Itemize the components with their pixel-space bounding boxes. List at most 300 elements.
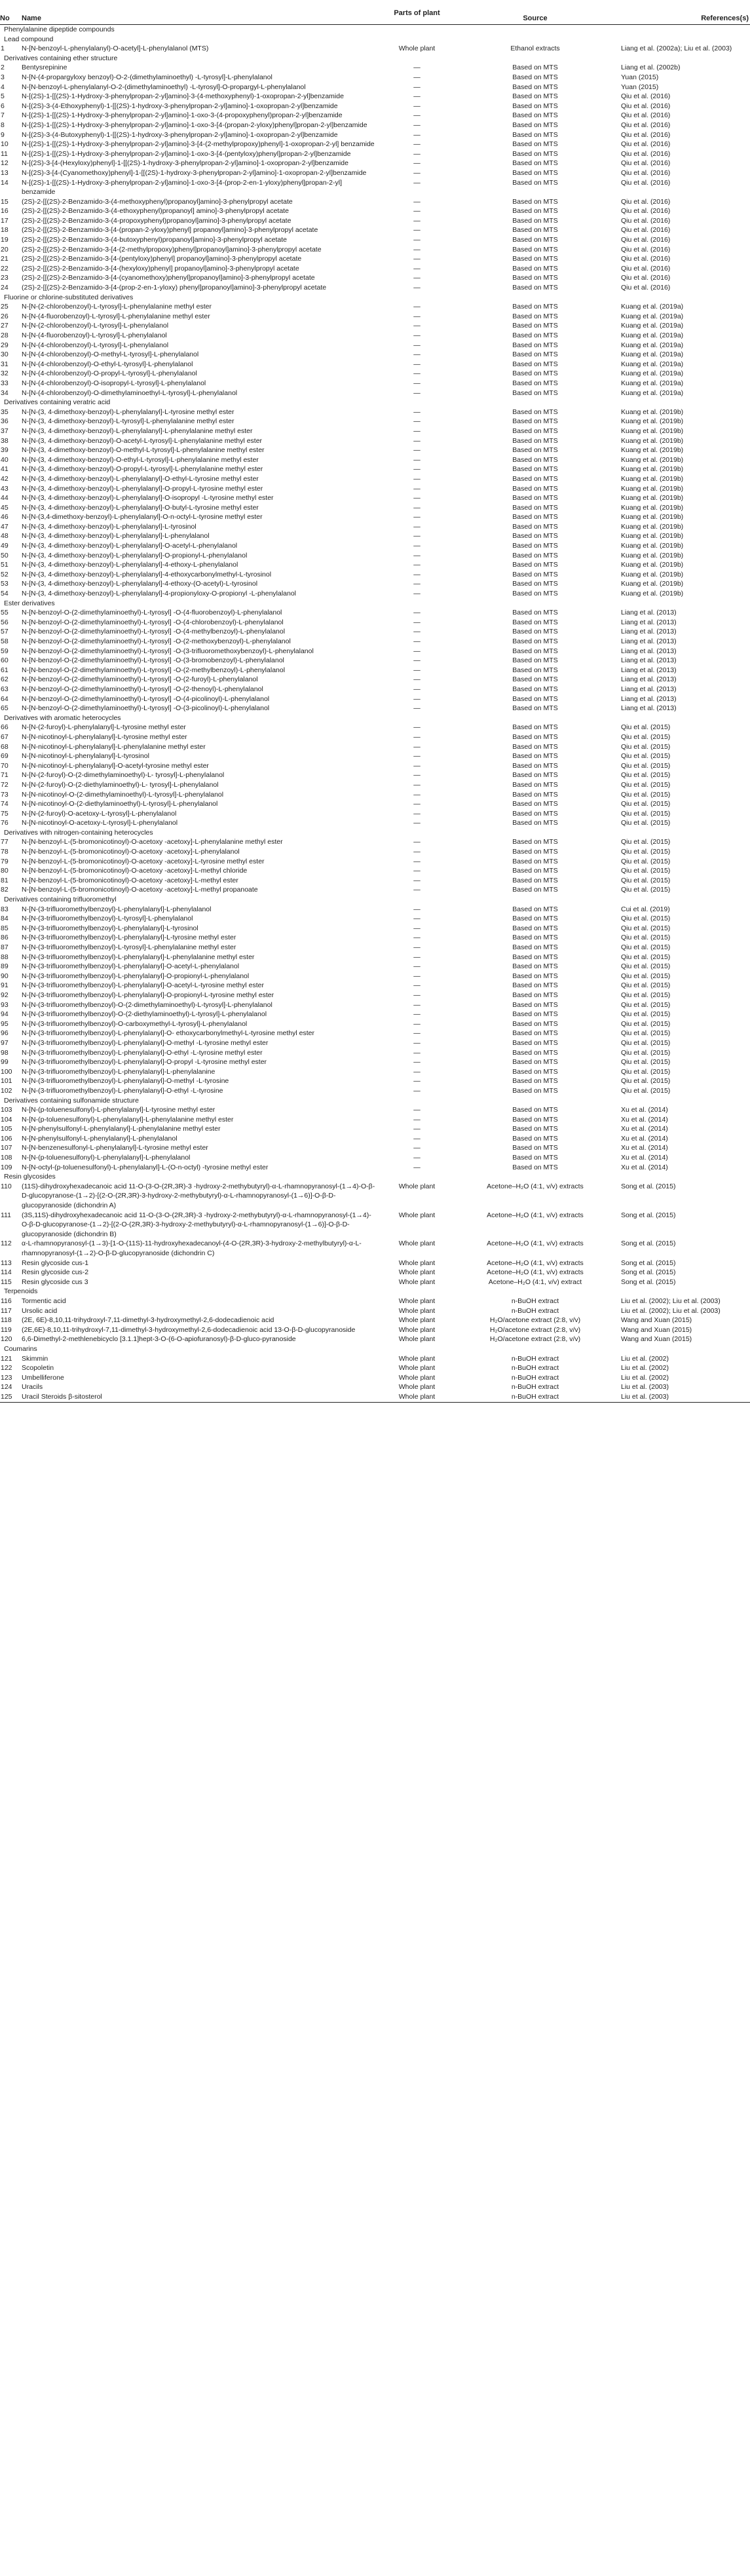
- cell-source: Based on MTS: [512, 379, 558, 387]
- cell-references: Liang et al. (2013): [621, 656, 677, 665]
- table-section-row: [0, 1172, 750, 1182]
- cell-source: Based on MTS: [512, 274, 558, 282]
- table-row: [0, 1029, 750, 1038]
- cell-name: Resin glycoside cus-2: [22, 1268, 89, 1277]
- cell-no: 100: [1, 1067, 12, 1076]
- cell-name: N-[N-(3, 4-dimethoxy-benzoyl)-O-acetyl-L-tyrosyl]-L-phenylalanine methyl ester: [22, 436, 263, 445]
- table-row: [0, 216, 750, 226]
- table-row: [0, 1211, 750, 1240]
- cell-parts: —: [413, 1038, 421, 1047]
- cell-references: Kuang et al. (2019b): [621, 484, 684, 493]
- cell-references: Qiu et al. (2015): [621, 771, 671, 780]
- cell-parts: —: [413, 130, 421, 139]
- cell-name: Umbelliferone: [22, 1373, 64, 1382]
- table-row: [0, 445, 750, 455]
- table-row: [0, 245, 750, 255]
- cell-references: Liu et al. (2002); Liu et al. (2003): [621, 1306, 721, 1315]
- table-row: [0, 618, 750, 628]
- cell-parts: —: [413, 1144, 421, 1152]
- cell-source: Based on MTS: [512, 1010, 558, 1019]
- table-row: [0, 761, 750, 771]
- cell-references: Qiu et al. (2015): [621, 790, 671, 799]
- cell-name: (2S)-2-[[(2S)-2-Benzamido-3-[4-(propan-2-yloxy)phenyl] propanoyl]amino]-3-phenylpropyl acetate: [22, 226, 318, 235]
- cell-name: N-[N-benzoyl-L-(5-bromonicotinoyl)-O-acetoxy -acetoxy]-L-tyrosine methyl ester: [22, 857, 265, 865]
- cell-name: N-[N-(3, 4-dimethoxy-benzoyl)-L-phenylalanyl]-L-phenylalanine methyl ester: [22, 426, 253, 435]
- cell-source: Based on MTS: [512, 742, 558, 751]
- header-source: Source: [457, 4, 613, 25]
- table-row: [0, 666, 750, 675]
- cell-name: Resin glycoside cus 3: [22, 1278, 88, 1286]
- cell-no: 79: [1, 857, 9, 865]
- cell-name: N-[N-(4-chlorobenzoyl)-O-methyl-L-tyrosyl]-L-phenylalanol: [22, 350, 199, 359]
- table-row: [0, 924, 750, 934]
- cell-parts: —: [413, 455, 421, 464]
- cell-references: Kuang et al. (2019b): [621, 494, 684, 502]
- cell-parts: —: [413, 532, 421, 540]
- cell-parts: —: [413, 207, 421, 216]
- cell-no: 57: [1, 628, 9, 636]
- cell-references: Liu et al. (2003): [621, 1383, 669, 1392]
- cell-parts: —: [413, 284, 421, 292]
- cell-name: N-[N-(3-trifluoromethylbenzoyl)-L-phenylalanyl]-O-propionyl-L-tyrosine methyl ester: [22, 991, 274, 999]
- table-row: [0, 933, 750, 943]
- section-heading: Coumarins: [4, 1344, 37, 1353]
- cell-source: Based on MTS: [512, 73, 558, 81]
- cell-parts: —: [413, 790, 421, 799]
- cell-name: N-[N-(3-trifluoromethylbenzoyl)-L-phenylalanyl]-O-acetyl-L-tyrosine methyl ester: [22, 981, 264, 990]
- table-row: [0, 426, 750, 436]
- cell-name: N-[N-(2-furoyl)-O-acetoxy-L-tyrosyl]-L-phenylalanol: [22, 809, 177, 818]
- cell-source: Based on MTS: [512, 522, 558, 531]
- cell-source: Based on MTS: [512, 924, 558, 932]
- cell-no: 43: [1, 484, 9, 493]
- cell-references: Kuang et al. (2019b): [621, 522, 684, 531]
- cell-parts: —: [413, 1019, 421, 1028]
- cell-name: N-[N-(3-trifluoromethylbenzoyl)-O-(2-diethylaminoethyl)-L-tyrosyl]-L-phenylalanol: [22, 1010, 267, 1019]
- cell-parts: —: [413, 494, 421, 502]
- cell-source: Based on MTS: [512, 350, 558, 359]
- cell-no: 27: [1, 322, 9, 330]
- cell-references: Qiu et al. (2015): [621, 953, 671, 961]
- cell-source: Based on MTS: [512, 216, 558, 225]
- cell-source: Based on MTS: [512, 92, 558, 101]
- cell-no: 97: [1, 1038, 9, 1047]
- cell-references: Qiu et al. (2015): [621, 848, 671, 856]
- table-row: [0, 283, 750, 293]
- table-section-row: [0, 895, 750, 905]
- cell-references: Qiu et al. (2016): [621, 140, 671, 149]
- cell-name: N-[N-benzoyl-O-(2-dimethylaminoethyl)-L-tyrosyl] -O-(3-bromobenzoyl)-L-phenylalanol: [22, 656, 284, 665]
- cell-name: N-[N-(4-chlorobenzoyl)-O-ethyl-L-tyrosyl]-L-phenylalanol: [22, 360, 193, 368]
- cell-parts: —: [413, 561, 421, 569]
- cell-no: 76: [1, 819, 9, 827]
- cell-name: Scopoletin: [22, 1364, 54, 1373]
- header-name: Name: [22, 4, 377, 25]
- cell-no: 78: [1, 848, 9, 856]
- cell-source: Based on MTS: [512, 551, 558, 559]
- cell-source: Based on MTS: [512, 149, 558, 158]
- cell-source: Based on MTS: [512, 168, 558, 177]
- cell-parts: —: [413, 800, 421, 808]
- cell-no: 92: [1, 991, 9, 999]
- cell-name: N-[N-nicotinoyl-L-phenylalanyl]-L-phenylalanine methyl ester: [22, 742, 206, 751]
- cell-references: Kuang et al. (2019b): [621, 551, 684, 559]
- cell-parts: Whole plant: [398, 1325, 436, 1334]
- cell-source: Based on MTS: [512, 1134, 558, 1143]
- cell-no: 60: [1, 656, 9, 665]
- cell-source: Acetone–H₂O (4:1, v/v) extracts: [487, 1211, 584, 1219]
- cell-name: N-[N-(3-trifluoromethylbenzoyl)-L-phenylalanyl]-L-phenylalanine methyl ester: [22, 953, 255, 961]
- cell-references: Song et al. (2015): [621, 1182, 676, 1190]
- cell-parts: —: [413, 666, 421, 674]
- cell-references: Xu et al. (2014): [621, 1125, 668, 1133]
- table-section-row: [0, 1287, 750, 1297]
- cell-no: 88: [1, 953, 9, 961]
- cell-name: N-[N-(3, 4-dimethoxy-benzoyl)-O-propyl-L-tyrosyl]-L-phenylalanine methyl ester: [22, 465, 263, 474]
- table-row: [0, 302, 750, 312]
- compounds-table: [0, 4, 750, 1403]
- cell-parts: —: [413, 694, 421, 703]
- table-section-row: [0, 1344, 750, 1354]
- cell-no: 111: [1, 1211, 11, 1219]
- cell-source: Based on MTS: [512, 732, 558, 741]
- cell-name: N-[N-(3-trifluoromethylbenzoyl)-L-phenylalanyl]-L-phenylalanine: [22, 1067, 216, 1076]
- cell-parts: —: [413, 886, 421, 894]
- table-row: [0, 647, 750, 656]
- cell-source: Based on MTS: [512, 934, 558, 942]
- cell-source: Based on MTS: [512, 494, 558, 502]
- table-row: [0, 1373, 750, 1383]
- cell-no: 94: [1, 1010, 9, 1019]
- cell-source: n-BuOH extract: [511, 1364, 559, 1373]
- cell-parts: —: [413, 73, 421, 81]
- cell-parts: —: [413, 675, 421, 684]
- cell-parts: —: [413, 732, 421, 741]
- cell-name: N-[N-(3-trifluoromethylbenzoyl)-O-(2-dimethylaminoethyl)-L-tyrosyl]-L-phenylalanol: [22, 1000, 272, 1009]
- cell-name: (2S)-2-[[(2S)-2-Benzamido-3-[4-(2-methylpropoxy)phenyl]propanoyl]amino]-3-phenylpropyl acetate: [22, 245, 322, 254]
- cell-references: Qiu et al. (2015): [621, 1058, 671, 1067]
- cell-parts: —: [413, 197, 421, 206]
- cell-parts: —: [413, 226, 421, 235]
- cell-name: N-[N-(3-trifluoromethylbenzoyl)-L-phenylalanyl]-L-tyrosine methyl ester: [22, 934, 236, 942]
- table-row: [0, 799, 750, 809]
- cell-references: Qiu et al. (2016): [621, 207, 671, 216]
- cell-parts: Whole plant: [398, 1306, 436, 1315]
- table-row: [0, 847, 750, 857]
- cell-no: 53: [1, 580, 9, 588]
- table-row: [0, 981, 750, 991]
- table-row: [0, 531, 750, 541]
- cell-no: 73: [1, 790, 9, 799]
- cell-parts: —: [413, 111, 421, 120]
- cell-references: Qiu et al. (2015): [621, 1077, 671, 1086]
- cell-parts: —: [413, 1115, 421, 1124]
- cell-parts: —: [413, 255, 421, 263]
- cell-name: (2S)-2-[[(2S)-2-Benzamido-3-[4-(hexyloxy)phenyl] propanoyl]amino]-3-phenylpropyl acetate: [22, 264, 299, 273]
- cell-parts: —: [413, 168, 421, 177]
- cell-parts: Whole plant: [398, 1297, 436, 1305]
- table-section-row: [0, 1096, 750, 1106]
- cell-no: 35: [1, 407, 9, 416]
- table-row: [0, 1316, 750, 1325]
- cell-parts: —: [413, 685, 421, 693]
- cell-name: Tormentic acid: [22, 1297, 66, 1305]
- cell-name: N-[N-(4-chlorobenzoyl)-O-isopropyl-L-tyrosyl]-L-phenylalanol: [22, 379, 206, 387]
- table-row: [0, 751, 750, 761]
- cell-name: (2S)-2-[[(2S)-2-Benzamido-3-(4-methoxyphenyl)propanoyl]amino]-3-phenylpropyl acetate: [22, 197, 293, 206]
- cell-references: Kuang et al. (2019b): [621, 446, 684, 455]
- table-row: [0, 455, 750, 465]
- cell-parts: —: [413, 609, 421, 617]
- cell-parts: Whole plant: [398, 1182, 436, 1190]
- table-row: [0, 656, 750, 666]
- section-heading: Terpenoids: [4, 1287, 38, 1296]
- cell-source: n-BuOH extract: [511, 1306, 559, 1315]
- table-row: [0, 1124, 750, 1134]
- cell-references: Qiu et al. (2015): [621, 1029, 671, 1038]
- cell-name: N-[N-benzoyl-L-(5-bromonicotinoyl)-O-acetoxy -acetoxy]-L-methyl chloride: [22, 867, 248, 875]
- cell-parts: —: [413, 407, 421, 416]
- cell-name: N-[N-(3, 4-dimethoxy-benzoyl)-L-phenylalanyl]-O-acetyl-L-phenylalanol: [22, 542, 238, 550]
- cell-no: 113: [1, 1259, 12, 1267]
- cell-no: 72: [1, 780, 9, 789]
- cell-no: 29: [1, 341, 9, 349]
- cell-references: Qiu et al. (2015): [621, 809, 671, 818]
- cell-no: 36: [1, 417, 9, 426]
- cell-references: Wang and Xuan (2015): [621, 1335, 692, 1344]
- cell-source: Based on MTS: [512, 513, 558, 521]
- cell-no: 110: [1, 1182, 12, 1190]
- cell-source: Based on MTS: [512, 1058, 558, 1067]
- table-row: [0, 1000, 750, 1010]
- table-row: [0, 962, 750, 972]
- cell-name: N-[N-(p-toluenesulfonyl)-L-phenylalanyl]-L-phenylalanine methyl ester: [22, 1115, 234, 1124]
- table-section-row: [0, 398, 750, 407]
- cell-parts: —: [413, 742, 421, 751]
- cell-no: 75: [1, 809, 9, 818]
- cell-no: 1: [1, 45, 5, 53]
- table-row: [0, 464, 750, 474]
- cell-name: N-[N-benzoyl-L-(5-bromonicotinoyl)-O-acetoxy -acetoxy]-L-phenylalanine methyl ester: [22, 838, 283, 846]
- cell-references: Kuang et al. (2019b): [621, 561, 684, 569]
- cell-source: Based on MTS: [512, 284, 558, 292]
- cell-no: 86: [1, 934, 9, 942]
- cell-parts: —: [413, 436, 421, 445]
- cell-parts: —: [413, 943, 421, 951]
- cell-no: 122: [1, 1364, 12, 1373]
- table-row: [0, 73, 750, 83]
- cell-source: Based on MTS: [512, 618, 558, 626]
- cell-parts: —: [413, 905, 421, 913]
- cell-no: 123: [1, 1373, 12, 1382]
- cell-parts: Whole plant: [398, 1354, 436, 1363]
- cell-parts: —: [413, 1106, 421, 1114]
- cell-name: (3S,11S)-dihydroxyhexadecanoic acid 11-O-(3-O-(2R,3R)-3 -hydroxy-2-methybutyryl)-α-L-rhamnopyranosyl-(1→4)-O-β-D-glucopyranose-(1→2)-[(2-O-(2R,3R)-3-hydroxy-2-methybutyryl)-α-L-rhamnopyranosyl-(1→6)]-O-β-D-glucopyranoside (dichondrin B): [22, 1211, 371, 1238]
- cell-references: Qiu et al. (2015): [621, 819, 671, 827]
- cell-parts: Whole plant: [398, 45, 436, 53]
- cell-name: N-[(2S)-1-[[(2S)-1-Hydroxy-3-phenylpropan-2-yl]amino]-3-[4-(2-methylpropoxy)phenyl]-1-oxopropan-2-yl] benzamide: [22, 140, 375, 149]
- cell-references: Kuang et al. (2019b): [621, 455, 684, 464]
- table-row: [0, 1048, 750, 1058]
- cell-references: Qiu et al. (2015): [621, 876, 671, 884]
- cell-references: Kuang et al. (2019a): [621, 388, 684, 397]
- cell-no: 23: [1, 274, 9, 282]
- cell-references: Kuang et al. (2019b): [621, 474, 684, 483]
- cell-parts: —: [413, 551, 421, 559]
- cell-name: N-[N-benzoyl-L-phenylalanyl)-O-acetyl]-L-phenylalanol (MTS): [22, 45, 209, 53]
- table-row: [0, 742, 750, 752]
- cell-no: 101: [1, 1077, 12, 1086]
- cell-parts: —: [413, 628, 421, 636]
- cell-references: Qiu et al. (2015): [621, 867, 671, 875]
- cell-name: N-[N-(3-trifluoromethylbenzoyl)-L-phenylalanyl]-O-methyl -L-tyrosine: [22, 1077, 229, 1086]
- cell-source: Based on MTS: [512, 465, 558, 474]
- table-row: [0, 1182, 750, 1211]
- cell-source: Based on MTS: [512, 609, 558, 617]
- cell-parts: —: [413, 350, 421, 359]
- cell-source: Based on MTS: [512, 1144, 558, 1152]
- cell-source: Based on MTS: [512, 561, 558, 569]
- cell-name: Uracil Steroids β-sitosterol: [22, 1392, 377, 1402]
- cell-references: Liang et al. (2013): [621, 618, 677, 626]
- cell-references: Qiu et al. (2016): [621, 226, 671, 235]
- table-row: [0, 522, 750, 532]
- cell-source: Based on MTS: [512, 1086, 558, 1095]
- cell-references: Qiu et al. (2015): [621, 1067, 671, 1076]
- cell-parts: —: [413, 474, 421, 483]
- cell-references: Qiu et al. (2016): [621, 121, 671, 129]
- cell-source: Based on MTS: [512, 484, 558, 493]
- cell-references: Xu et al. (2014): [621, 1106, 668, 1114]
- section-heading: Ester derivatives: [4, 599, 55, 607]
- cell-name: N-[N-benzoyl-O-(2-dimethylaminoethyl)-L-tyrosyl] -O-(3-trifluoromethoxybenzoyl)-L-phenylalanol: [22, 647, 314, 655]
- cell-name: Ursolic acid: [22, 1306, 58, 1315]
- cell-name: N-[N-(3-trifluoromethylbenzoyl)-L-phenylalanyl]-L-phenylalanol: [22, 905, 212, 913]
- cell-source: Based on MTS: [512, 723, 558, 732]
- cell-no: 33: [1, 379, 9, 387]
- table-row: [0, 149, 750, 159]
- cell-no: 96: [1, 1029, 9, 1038]
- cell-source: Based on MTS: [512, 1029, 558, 1038]
- cell-source: Based on MTS: [512, 905, 558, 913]
- section-heading: Derivatives with nitrogen-containing heterocycles: [4, 828, 153, 837]
- cell-references: Liu et al. (2003): [613, 1392, 750, 1402]
- table-row: [0, 943, 750, 953]
- table-row: [0, 331, 750, 341]
- cell-source: Based on MTS: [512, 1077, 558, 1086]
- cell-parts: —: [413, 953, 421, 961]
- cell-no: 49: [1, 542, 9, 550]
- table-row: [0, 1297, 750, 1306]
- cell-references: Qiu et al. (2015): [621, 1086, 671, 1095]
- cell-name: N-[N-(3-trifluoromethylbenzoyl)-L-tyrosyl]-L-phenylalanol: [22, 915, 193, 923]
- cell-no: 47: [1, 522, 9, 531]
- table-row: [0, 953, 750, 962]
- cell-name: N-[N-(2-chlorobenzoyl)-L-tyrosyl]-L-phenylalanol: [22, 322, 169, 330]
- cell-no: 12: [1, 159, 9, 168]
- cell-references: Kuang et al. (2019a): [621, 360, 684, 368]
- cell-no: 63: [1, 685, 9, 693]
- cell-source: Based on MTS: [512, 1048, 558, 1057]
- cell-source: Based on MTS: [512, 1038, 558, 1047]
- cell-no: 118: [1, 1316, 12, 1325]
- cell-references: Kuang et al. (2019a): [621, 322, 684, 330]
- cell-name: N-[N-benzoyl-O-(2-dimethylaminoethyl)-L-tyrosyl] -O-(2-methoxybenzoyl)-L-phenylalanol: [22, 637, 291, 645]
- cell-parts: —: [413, 637, 421, 645]
- table-row: [0, 972, 750, 981]
- cell-no: 5: [1, 92, 5, 101]
- cell-no: 114: [1, 1268, 12, 1277]
- cell-source: Based on MTS: [512, 542, 558, 550]
- table-row: [0, 321, 750, 331]
- cell-name: N-[N-(p-toluenesulfonyl)-L-phenylalanyl]-L-phenylalanol: [22, 1154, 191, 1162]
- cell-no: 69: [1, 752, 9, 761]
- cell-source: Based on MTS: [512, 675, 558, 684]
- cell-parts: —: [413, 752, 421, 761]
- table-row: [0, 723, 750, 732]
- cell-source: Based on MTS: [512, 83, 558, 91]
- cell-references: Qiu et al. (2016): [621, 216, 671, 225]
- table-row: [0, 512, 750, 522]
- cell-parts: —: [413, 417, 421, 426]
- cell-parts: —: [413, 446, 421, 455]
- cell-name: N-[N-(3, 4-dimethoxy-benzoyl)-L-phenylalanyl]-O-propyl-L-tyrosine methyl ester: [22, 484, 263, 493]
- cell-references: Kuang et al. (2019b): [621, 532, 684, 540]
- cell-no: 30: [1, 350, 9, 359]
- cell-source: Based on MTS: [512, 590, 558, 598]
- cell-source: Based on MTS: [512, 953, 558, 961]
- cell-references: Song et al. (2015): [621, 1259, 676, 1267]
- cell-references: Liang et al. (2013): [621, 675, 677, 684]
- cell-source: Based on MTS: [512, 991, 558, 999]
- cell-references: Kuang et al. (2019a): [621, 379, 684, 387]
- cell-parts: —: [413, 83, 421, 91]
- cell-parts: —: [413, 809, 421, 818]
- cell-source: Based on MTS: [512, 312, 558, 320]
- cell-name: N-[N-benzoyl-L-phenylalanyl-O-2-(dimethylaminoethyl) -L-tyrosyl]-O-propargyl-L-phenylalanol: [22, 83, 306, 91]
- cell-name: N-[N-nicotinoyl-O-(2-diethylaminoethyl)-L-tyrosyl]-L-phenylalanol: [22, 800, 218, 808]
- cell-no: 119: [1, 1325, 12, 1334]
- cell-parts: —: [413, 915, 421, 923]
- cell-references: Liang et al. (2013): [621, 628, 677, 636]
- cell-no: 41: [1, 465, 9, 474]
- cell-name: N-[N-(3, 4-dimethoxy-benzoyl)-L-phenylalanyl]-4-propionyloxy-O-propionyl -L-phenylalanol: [22, 590, 297, 598]
- cell-no: 62: [1, 675, 9, 684]
- cell-parts: —: [413, 857, 421, 865]
- cell-parts: —: [413, 618, 421, 626]
- cell-source: Based on MTS: [512, 102, 558, 110]
- cell-references: Wang and Xuan (2015): [621, 1325, 692, 1334]
- cell-no: 91: [1, 981, 9, 990]
- cell-parts: —: [413, 121, 421, 129]
- table-row: [0, 206, 750, 216]
- cell-no: 31: [1, 360, 9, 368]
- cell-parts: —: [413, 1154, 421, 1162]
- cell-parts: —: [413, 542, 421, 550]
- cell-references: Kuang et al. (2019b): [621, 436, 684, 445]
- table-section-row: [0, 599, 750, 609]
- cell-parts: —: [413, 1125, 421, 1133]
- table-row: [0, 732, 750, 742]
- cell-source: n-BuOH extract: [457, 1392, 613, 1402]
- table-row: [0, 1115, 750, 1125]
- cell-parts: —: [413, 876, 421, 884]
- table-row: [0, 63, 750, 73]
- cell-name: N-[N-(3, 4-dimethoxy-benzoyl)-L-phenylalanyl]-4-ethoxycarbonylmethyl-L-tyrosinol: [22, 570, 272, 578]
- cell-name: N-[N-benzoyl-L-(5-bromonicotinoyl)-O-acetoxy -acetoxy]-L-methyl ester: [22, 876, 238, 884]
- cell-no: 8: [1, 121, 5, 129]
- cell-no: 4: [1, 83, 5, 91]
